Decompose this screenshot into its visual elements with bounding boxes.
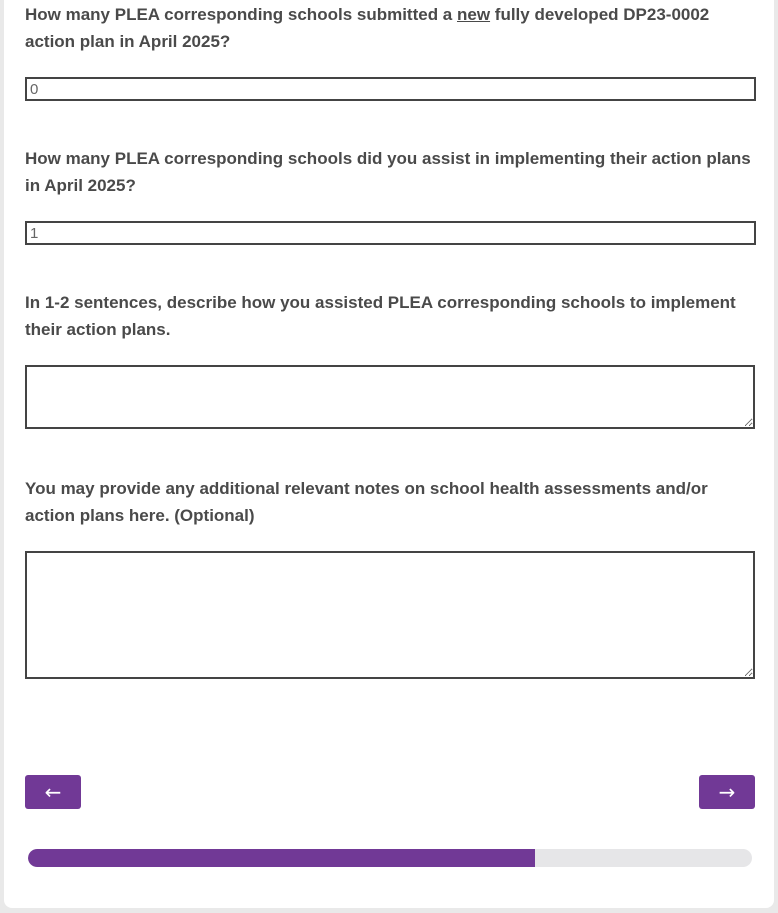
question-4-textarea[interactable] — [25, 551, 755, 679]
question-1-label: How many PLEA corresponding schools submitted a new fully developed DP23-0002 action plan in April 2025? — [25, 5, 710, 51]
survey-card — [4, 0, 774, 908]
new-emphasis: new — [457, 5, 491, 24]
previous-button[interactable] — [25, 775, 81, 809]
progress-bar-fill — [28, 849, 535, 867]
next-button[interactable] — [699, 775, 755, 809]
question-4-label: You may provide any additional relevant notes on school health assessments and/or action plans here. (Optional) — [25, 479, 708, 525]
arrow-right-icon: → — [718, 780, 736, 804]
question-2-input[interactable] — [25, 221, 756, 245]
question-2-label: How many PLEA corresponding schools did you assist in implementing their action plans in April 2025? — [25, 149, 751, 195]
question-3-textarea[interactable] — [25, 365, 755, 429]
question-1-input[interactable] — [25, 77, 756, 101]
progress-bar — [28, 849, 752, 867]
question-3-label: In 1-2 sentences, describe how you assisted PLEA corresponding schools to implement their action plans. — [25, 293, 736, 339]
arrow-left-icon: ← — [44, 780, 62, 804]
